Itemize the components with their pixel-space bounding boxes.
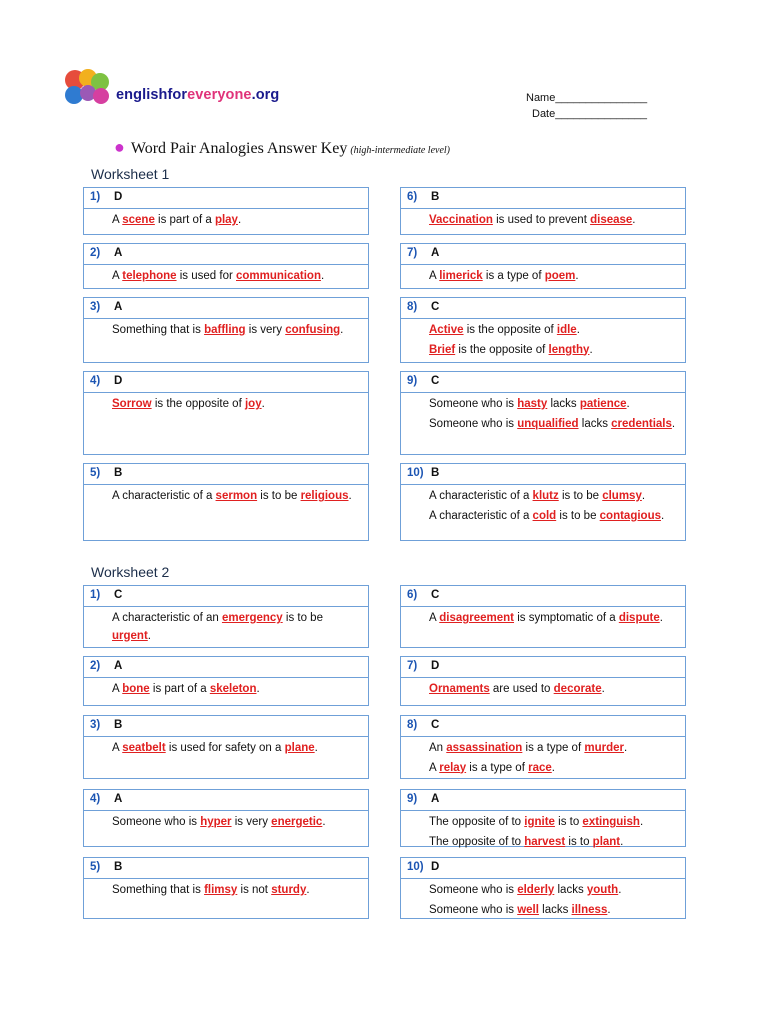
answer-header: [84, 858, 368, 879]
key-word: cold: [532, 509, 557, 522]
question-number: 3): [90, 719, 101, 731]
question-number: 7): [407, 247, 418, 259]
key-word: illness: [571, 903, 608, 916]
key-word: dispute: [618, 612, 660, 624]
answer-box: [83, 371, 369, 455]
explanation-text: A: [429, 270, 440, 282]
explanation-text: is to be: [558, 490, 603, 502]
explanation-line: [112, 268, 360, 286]
answer-explanation: [401, 607, 685, 628]
explanation-line: [429, 396, 677, 414]
worksheet-heading: Worksheet 2: [91, 564, 170, 580]
key-word: elderly: [517, 884, 555, 896]
answer-letter: B: [114, 719, 123, 731]
key-word: Active: [429, 324, 464, 336]
question-number: 4): [90, 793, 101, 805]
key-word: flimsy: [204, 884, 238, 896]
explanation-line: [112, 488, 360, 506]
answer-box: [400, 715, 686, 779]
explanation-text: A characteristic of a: [429, 490, 533, 502]
explanation-text: .: [551, 761, 555, 774]
key-word: well: [517, 903, 539, 916]
answer-header: [401, 244, 685, 265]
answer-explanation: [84, 209, 368, 230]
answer-header: [84, 790, 368, 811]
answer-explanation: [401, 209, 685, 230]
answer-header: [401, 858, 685, 879]
explanation-line: [429, 610, 677, 628]
answer-letter: A: [114, 247, 123, 259]
question-number: 10): [407, 467, 424, 479]
explanation-text: A: [429, 612, 440, 624]
explanation-text: A characteristic of a: [429, 509, 533, 522]
answer-header: [401, 790, 685, 811]
explanation-text: lacks: [554, 884, 587, 896]
key-word: Brief: [429, 343, 456, 356]
answer-explanation: [401, 678, 685, 699]
explanation-text: .: [322, 816, 326, 828]
answer-explanation: [84, 485, 368, 506]
answer-letter: C: [431, 589, 440, 601]
answer-header: [401, 716, 685, 737]
question-number: 5): [90, 861, 101, 873]
key-word: assassination: [446, 742, 523, 754]
explanation-text: is to be: [257, 490, 301, 502]
question-number: 8): [407, 719, 418, 731]
explanation-text: .: [320, 270, 325, 282]
explanation-text: is used to prevent: [492, 214, 591, 226]
key-word: plant: [592, 835, 621, 848]
explanation-text: .: [620, 835, 624, 848]
answer-box: [83, 656, 369, 706]
bullet-icon: ●: [114, 137, 125, 157]
explanation-line: [429, 834, 677, 852]
key-word: scene: [122, 214, 155, 226]
answer-box: [400, 297, 686, 363]
answer-box: [83, 463, 369, 541]
explanation-text: .: [623, 742, 628, 754]
answer-header: [84, 464, 368, 485]
key-word: energetic: [271, 816, 323, 828]
explanation-line: [429, 488, 677, 506]
explanation-text: .: [641, 490, 646, 502]
explanation-text: A characteristic of an: [112, 612, 222, 624]
explanation-text: .: [147, 629, 151, 642]
explanation-text: is the opposite of: [463, 324, 557, 336]
answer-header: [401, 188, 685, 209]
answer-letter: D: [431, 660, 440, 672]
answer-explanation: [401, 393, 685, 433]
explanation-text: .: [639, 816, 644, 828]
key-word: extinguish: [582, 816, 640, 828]
answer-letter: C: [431, 301, 440, 313]
answer-box: [400, 789, 686, 847]
logo-text: englishforeveryone.org: [116, 87, 280, 103]
explanation-text: is to be: [282, 612, 323, 624]
answer-header: [401, 657, 685, 678]
question-number: 6): [407, 191, 418, 203]
answer-header: [401, 372, 685, 393]
key-word: seatbelt: [122, 742, 166, 754]
key-word: confusing: [285, 324, 341, 336]
explanation-line: [112, 396, 360, 414]
answer-box: [400, 463, 686, 541]
question-number: 2): [90, 660, 101, 672]
key-word: hasty: [517, 398, 548, 410]
key-word: unqualified: [517, 417, 579, 430]
answer-letter: A: [114, 301, 123, 313]
question-number: 3): [90, 301, 101, 313]
explanation-text: is symptomatic of a: [514, 612, 619, 624]
answer-box: [400, 243, 686, 289]
explanation-line: [429, 322, 677, 340]
key-word: plane: [284, 742, 315, 754]
key-word: skeleton: [209, 683, 257, 695]
key-word: limerick: [439, 270, 483, 282]
explanation-line: [112, 610, 360, 645]
answer-box: [83, 297, 369, 363]
answer-header: [84, 716, 368, 737]
answer-explanation: [401, 811, 685, 851]
question-number: 9): [407, 375, 418, 387]
date-field: Date_______________: [532, 108, 648, 120]
name-field: Name_______________: [526, 92, 648, 104]
answer-letter: A: [431, 247, 440, 259]
key-word: relay: [439, 761, 467, 774]
answer-box: [83, 857, 369, 919]
explanation-text: is part of a: [154, 214, 215, 226]
explanation-text: .: [626, 398, 630, 410]
explanation-text: Someone who is: [429, 417, 518, 430]
answer-box: [83, 715, 369, 779]
key-word: contagious: [599, 509, 661, 522]
key-word: decorate: [553, 683, 602, 695]
question-number: 6): [407, 589, 418, 601]
answer-box: [83, 585, 369, 648]
key-word: ignite: [524, 816, 555, 828]
explanation-text: .: [601, 683, 605, 695]
explanation-text: Someone who is: [429, 903, 518, 916]
explanation-text: .: [632, 214, 636, 226]
key-word: idle: [556, 324, 577, 336]
answer-explanation: [84, 265, 368, 286]
explanation-text: are used to: [489, 683, 554, 695]
question-number: 8): [407, 301, 418, 313]
key-word: telephone: [122, 270, 177, 282]
answer-letter: B: [431, 191, 440, 203]
key-word: poem: [544, 270, 576, 282]
explanation-text: A: [112, 270, 123, 282]
explanation-text: .: [348, 490, 352, 502]
answer-explanation: [84, 737, 368, 758]
answer-explanation: [84, 607, 368, 645]
explanation-line: [429, 416, 677, 434]
key-word: communication: [236, 270, 321, 282]
explanation-text: is to: [565, 835, 593, 848]
key-word: hyper: [200, 816, 232, 828]
explanation-text: .: [261, 398, 265, 410]
answer-header: [84, 188, 368, 209]
explanation-text: Something that is: [112, 324, 205, 336]
key-word: religious: [300, 490, 349, 502]
key-word: play: [214, 214, 238, 226]
explanation-line: [429, 268, 677, 286]
question-number: 1): [90, 191, 101, 203]
explanation-text: The opposite of to: [429, 816, 525, 828]
explanation-text: A: [429, 761, 440, 774]
key-word: baffling: [204, 324, 246, 336]
question-number: 10): [407, 861, 424, 873]
explanation-text: Someone who is: [112, 816, 201, 828]
answer-box: [83, 243, 369, 289]
key-word: bone: [122, 683, 150, 695]
key-word: urgent: [112, 629, 148, 642]
answer-letter: B: [431, 467, 440, 479]
answer-letter: D: [114, 191, 123, 203]
page-title: ● Word Pair Analogies Answer Key (high-intermediate level): [114, 137, 451, 157]
explanation-text: .: [340, 324, 344, 336]
explanation-line: [429, 212, 677, 230]
explanation-line: [112, 814, 360, 832]
explanation-text: is the opposite of: [151, 398, 245, 410]
explanation-text: A: [112, 742, 123, 754]
logo-icon: [63, 68, 113, 111]
explanation-line: [112, 681, 360, 699]
explanation-text: .: [576, 324, 580, 336]
question-number: 9): [407, 793, 418, 805]
key-word: Sorrow: [112, 398, 152, 410]
key-word: youth: [586, 884, 619, 896]
worksheet-heading: Worksheet 1: [91, 166, 170, 182]
answer-explanation: [401, 319, 685, 359]
key-word: sturdy: [271, 884, 307, 896]
key-word: joy: [244, 398, 262, 410]
explanation-line: [112, 882, 360, 900]
answer-letter: C: [114, 589, 123, 601]
answer-box: [83, 789, 369, 847]
explanation-text: is a type of: [522, 742, 585, 754]
explanation-text: lacks: [578, 417, 612, 430]
explanation-text: .: [314, 742, 318, 754]
explanation-text: .: [661, 509, 665, 522]
explanation-text: A: [112, 683, 123, 695]
explanation-text: lacks: [547, 398, 580, 410]
explanation-line: [112, 740, 360, 758]
explanation-text: .: [589, 343, 593, 356]
explanation-text: .: [618, 884, 622, 896]
answer-box: [400, 656, 686, 706]
question-number: 4): [90, 375, 101, 387]
key-word: murder: [584, 742, 624, 754]
answer-box: [400, 371, 686, 455]
explanation-text: .: [256, 683, 260, 695]
answer-header: [84, 298, 368, 319]
answer-box: [83, 187, 369, 235]
answer-letter: D: [431, 861, 440, 873]
question-number: 2): [90, 247, 101, 259]
explanation-text: lacks: [538, 903, 572, 916]
explanation-text: A: [112, 214, 123, 226]
explanation-text: is the opposite of: [455, 343, 549, 356]
question-number: 7): [407, 660, 418, 672]
key-word: emergency: [221, 612, 283, 624]
explanation-text: An: [429, 742, 447, 754]
key-word: clumsy: [602, 490, 642, 502]
explanation-line: [429, 342, 677, 360]
explanation-line: [429, 740, 677, 758]
answer-letter: A: [114, 660, 123, 672]
answer-header: [401, 464, 685, 485]
explanation-text: is very: [245, 324, 286, 336]
answer-header: [84, 586, 368, 607]
answer-explanation: [401, 265, 685, 286]
key-word: credentials: [611, 417, 672, 430]
explanation-text: is to be: [556, 509, 600, 522]
answer-box: [400, 187, 686, 235]
explanation-text: A characteristic of a: [112, 490, 216, 502]
answer-explanation: [84, 811, 368, 832]
explanation-text: is a type of: [466, 761, 529, 774]
explanation-line: [429, 681, 677, 699]
explanation-text: Someone who is: [429, 884, 518, 896]
key-word: sermon: [215, 490, 258, 502]
explanation-text: Something that is: [112, 884, 205, 896]
explanation-text: is to: [554, 816, 583, 828]
answer-header: [84, 244, 368, 265]
explanation-text: The opposite of to: [429, 835, 525, 848]
explanation-text: .: [671, 417, 676, 430]
key-word: harvest: [524, 835, 566, 848]
explanation-text: is used for: [176, 270, 236, 282]
question-number: 5): [90, 467, 101, 479]
answer-explanation: [84, 678, 368, 699]
key-word: Ornaments: [429, 683, 490, 695]
answer-explanation: [84, 879, 368, 900]
explanation-text: .: [607, 903, 611, 916]
explanation-text: is used for safety on a: [165, 742, 285, 754]
explanation-line: [112, 212, 360, 230]
explanation-line: [112, 322, 360, 340]
explanation-line: [429, 760, 677, 778]
explanation-text: is very: [231, 816, 272, 828]
answer-letter: B: [114, 467, 123, 479]
key-word: klutz: [532, 490, 559, 502]
key-word: Vaccination: [429, 214, 493, 226]
explanation-text: .: [306, 884, 310, 896]
question-number: 1): [90, 589, 101, 601]
key-word: lengthy: [548, 343, 590, 356]
explanation-line: [429, 902, 677, 920]
explanation-text: Someone who is: [429, 398, 518, 410]
explanation-text: .: [237, 214, 242, 226]
explanation-text: is a type of: [482, 270, 545, 282]
answer-explanation: [401, 879, 685, 919]
answer-explanation: [84, 393, 368, 414]
answer-explanation: [401, 485, 685, 525]
answer-header: [84, 657, 368, 678]
explanation-line: [429, 814, 677, 832]
key-word: race: [528, 761, 552, 774]
key-word: patience: [579, 398, 627, 410]
answer-box: [400, 857, 686, 919]
explanation-line: [429, 508, 677, 526]
answer-letter: A: [114, 793, 123, 805]
explanation-text: is part of a: [149, 683, 210, 695]
key-word: disagreement: [439, 612, 515, 624]
explanation-line: [429, 882, 677, 900]
explanation-text: .: [575, 270, 579, 282]
answer-header: [401, 298, 685, 319]
answer-explanation: [84, 319, 368, 340]
answer-header: [401, 586, 685, 607]
answer-letter: C: [431, 375, 440, 387]
explanation-text: .: [659, 612, 663, 624]
answer-box: [400, 585, 686, 648]
answer-letter: D: [114, 375, 123, 387]
explanation-text: is not: [237, 884, 272, 896]
answer-letter: A: [431, 793, 440, 805]
answer-explanation: [401, 737, 685, 777]
answer-letter: C: [431, 719, 440, 731]
key-word: disease: [590, 214, 633, 226]
answer-letter: B: [114, 861, 123, 873]
answer-header: [84, 372, 368, 393]
